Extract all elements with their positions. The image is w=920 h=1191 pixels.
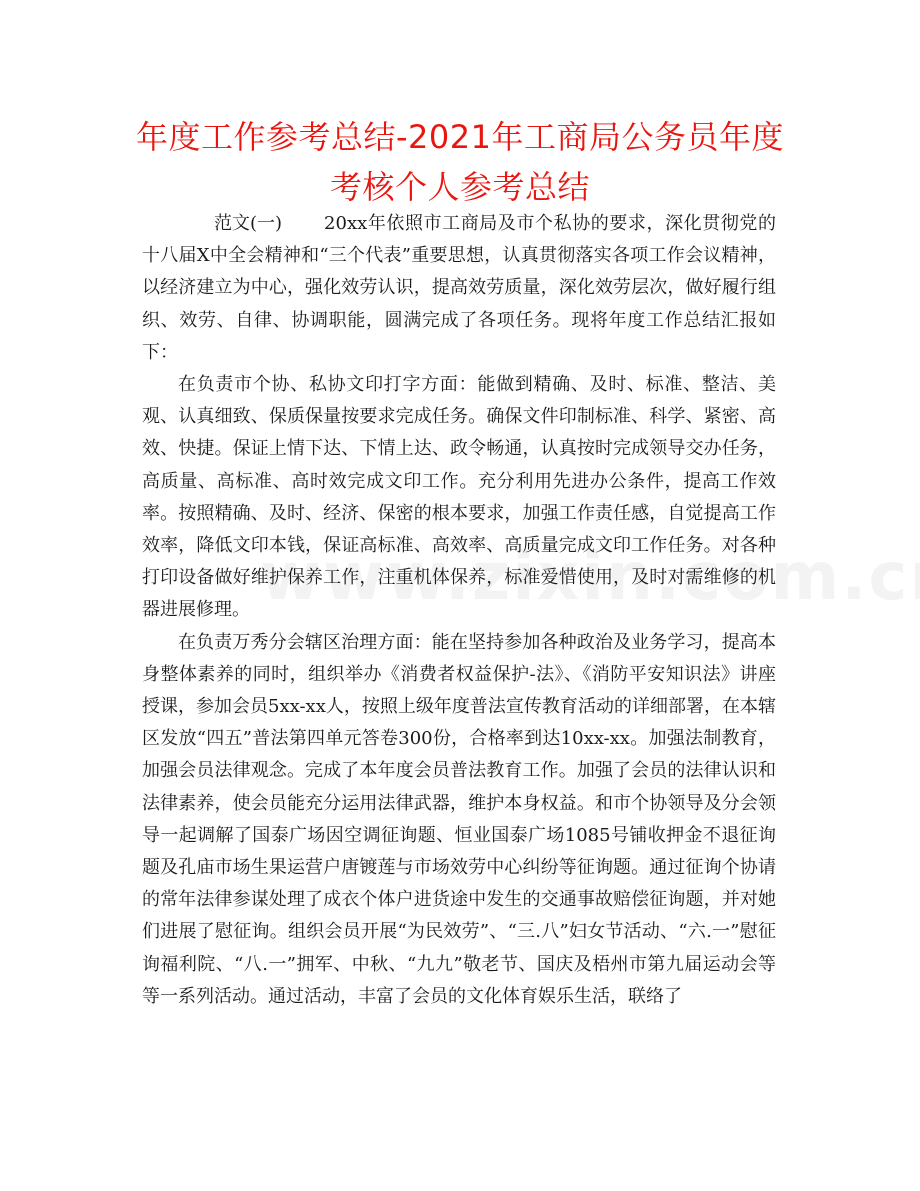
paragraph-intro bbox=[142, 208, 776, 369]
paragraph-district: 在负责万秀分会辖区治理方面：能在坚持参加各种政治及业务学习，提高本身整体素养的同时，组织举办《消费者权益保护-法》、《消防平安知识法》讲座授课，参加会员5xx-xx人，按照上级年度普法宣传教育活动的详细部署，在本辖区发放“四五”普法第四单元答卷300份，合格率到达10xx-xx。加强法制教育，加强会员法律观念。完成了本年度会员普法教育工作。加强了会员的法律认识和法律素养，使会员能充分运用法律武器，维护本身权益。和市个协领导及分会领导一起调解了国泰广场因空调征询题、恒业国泰广场1085号铺收押金不退征询题及孔庙市场生果运营户唐镀莲与市场效劳中心纠纷等征询题。通过征询个协请的常年法律参谋处理了成衣个体户进货途中发生的交通事故赔偿征询题，并对她们进展了慰征询。组织会员开展“为民效劳”、“三.八”妇女节活动、“六.一”慰征询福利院、“八.一”拥军、中秋、“九九”敬老节、国庆及梧州市第九届运动会等等一系列活动。通过活动，丰富了会员的文化体育娱乐生活，联络了 bbox=[142, 631, 776, 1007]
paragraph-text: 20xx年依照市工商局及市个私协的要求，深化贯彻党的十八届X中全会精神和“三个代表”重要思想，认真贯彻落实各项工作会议精神，以经济建立为中心，强化效劳认识，提高效劳质量，深化效劳层次，做好履行组织、效劳、自律、协调职能，圆满完成了各项任务。现将年度工作总结汇报如下： bbox=[142, 213, 776, 363]
document-title: 年度工作参考总结-2021年工商局公务员年度考核个人参考总结 bbox=[136, 118, 784, 206]
sample-label: 范文(一) bbox=[214, 213, 283, 234]
document-body bbox=[142, 208, 776, 1013]
paragraph-printing: 在负责市个协、私协文印打字方面：能做到精确、及时、标准、整洁、美观、认真细致、保质保量按要求完成任务。确保文件印制标准、科学、紧密、高效、快捷。保证上情下达、下情上达、政令畅通，认真按时完成领导交办任务，高质量、高标准、高时效完成文印工作。充分利用先进办公条件，提高工作效率。按照精确、及时、经济、保密的根本要求，加强工作责任感，自觉提高工作效率，降低文印本钱，保证高标准、高效率、高质量完成文印工作任务。对各种打印设备做好维护保养工作，注重机体保养，标准爱惜使用，及时对需维修的机器进展修理。 bbox=[142, 374, 776, 621]
